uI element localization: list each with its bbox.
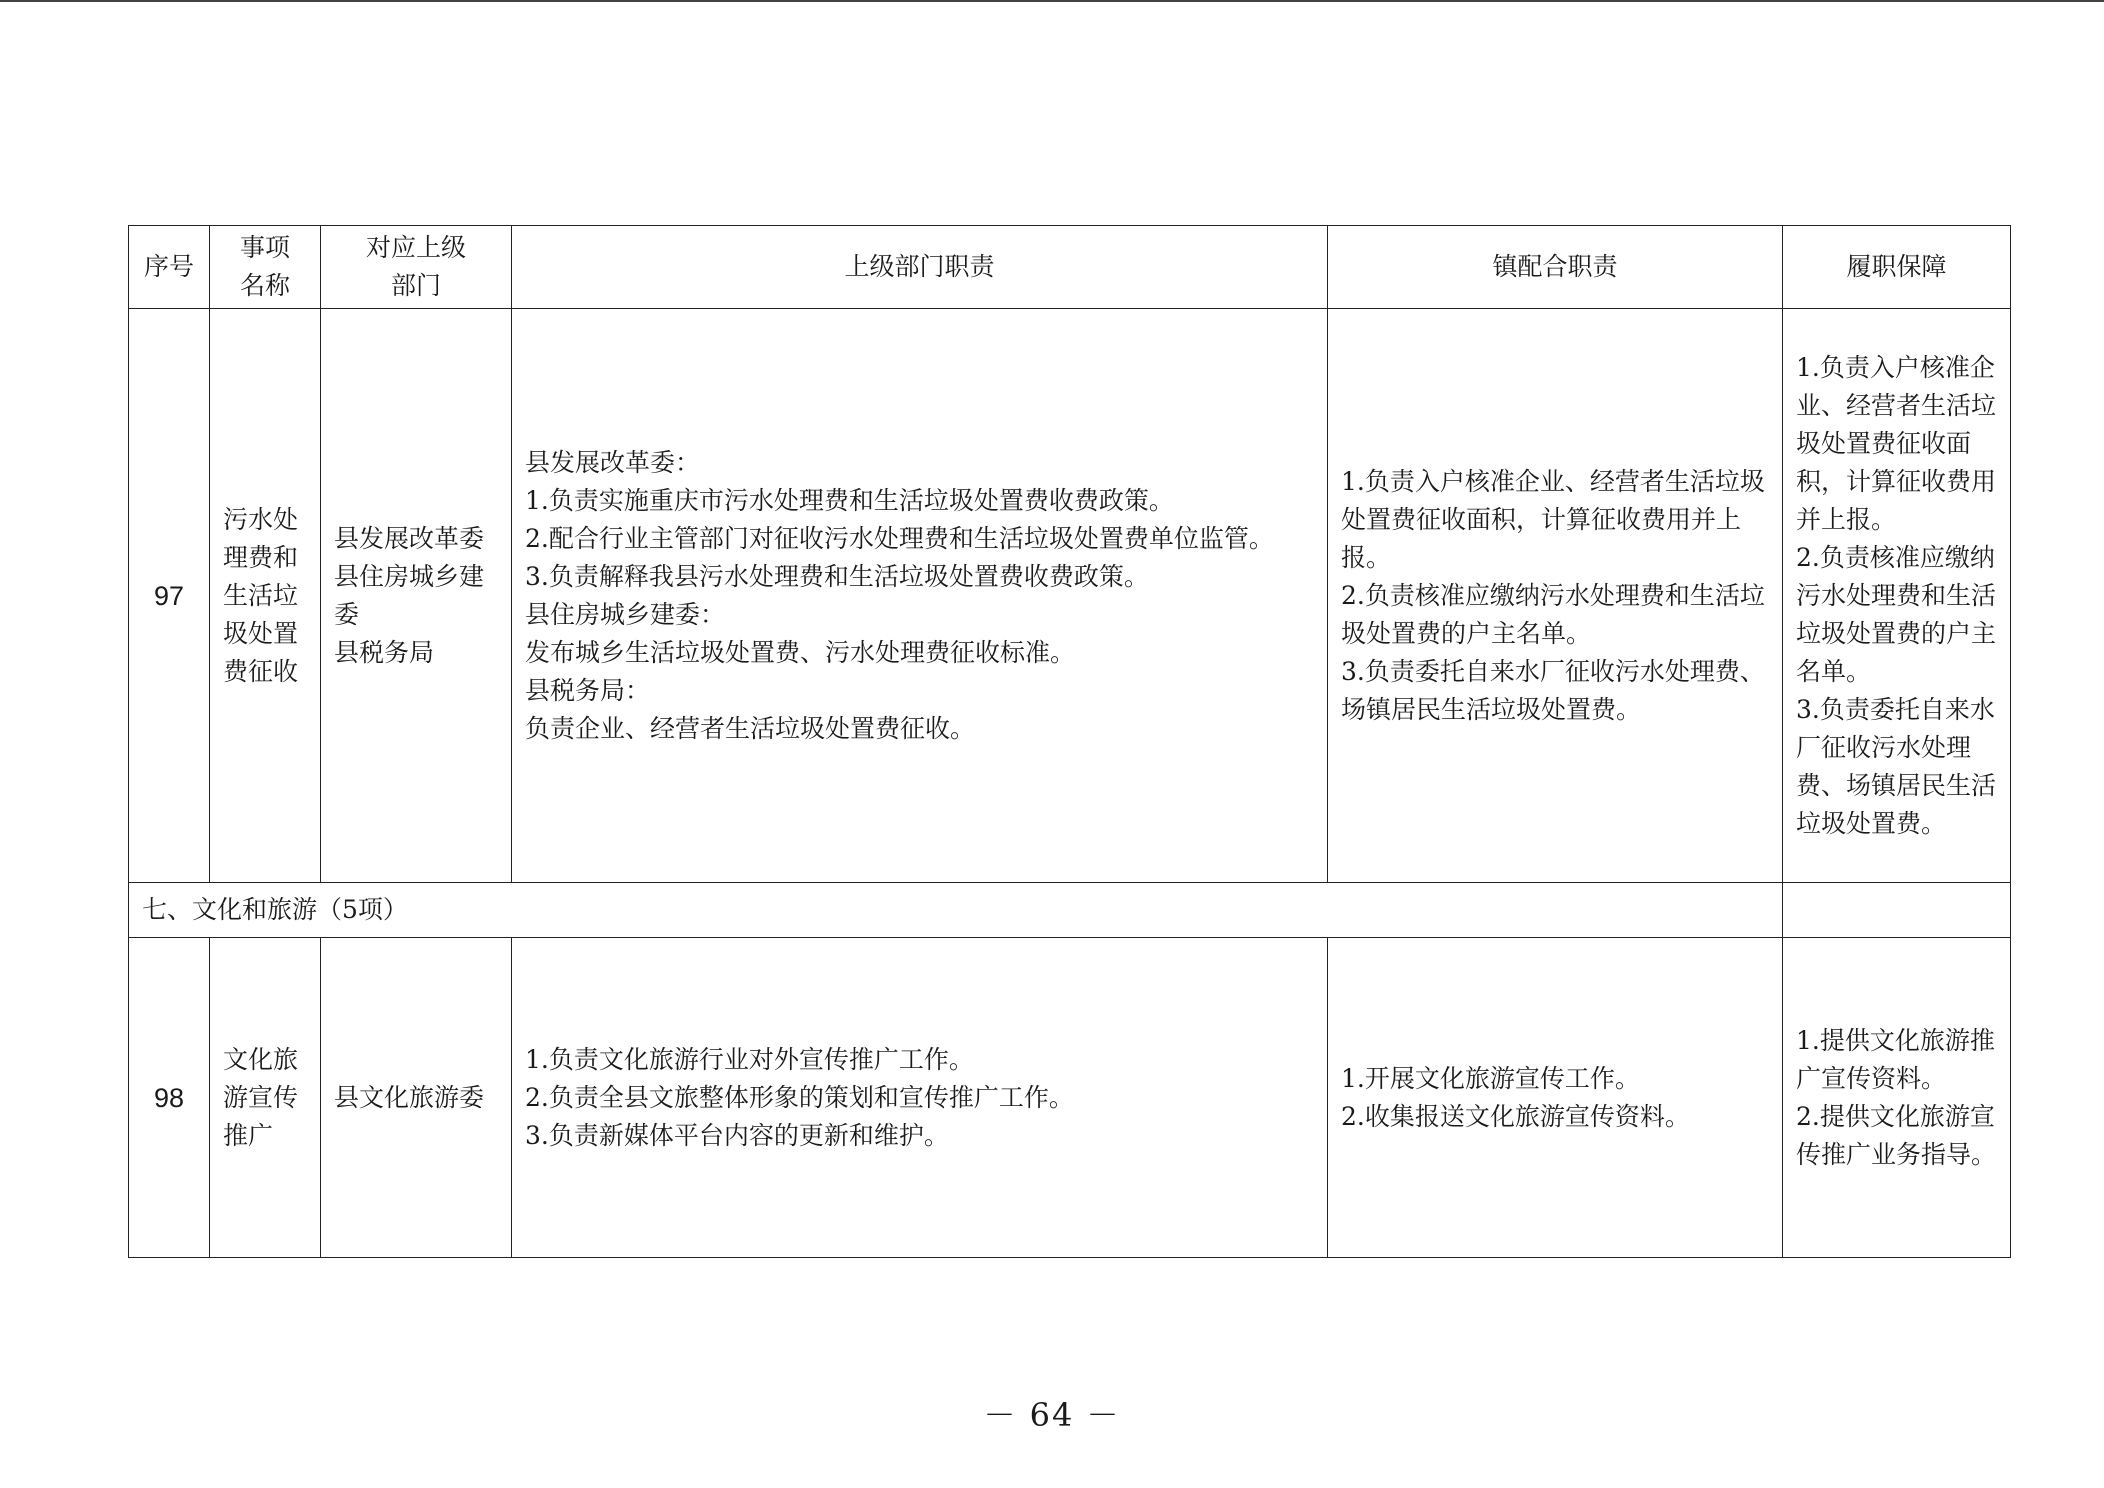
- page-number: － 64 －: [983, 1396, 1121, 1434]
- duty-line: 县发展改革委：: [525, 447, 701, 477]
- duty-line: 县住房城乡建委：: [525, 599, 726, 629]
- duty-line: 2.配合行业主管部门对征收污水处理费和生活垃圾处置费单位监管。: [525, 523, 1274, 553]
- dept-line: 县发展改革委: [334, 523, 485, 553]
- header-town-duty: 镇配合职责: [1328, 226, 1783, 309]
- dept-line: 县文化旅游委: [334, 1082, 485, 1112]
- row-97-superior-duty: [512, 309, 1328, 883]
- table-row-98: [129, 938, 2011, 1258]
- header-superior-dept: 对应上级部门: [321, 226, 512, 309]
- row-98-seq: 98: [129, 938, 210, 1258]
- town-duty-line: 2.负责核准应缴纳污水处理费和生活垃圾处置费的户主名单。: [1341, 580, 1765, 648]
- duty-line: 县税务局：: [525, 675, 651, 705]
- row-97-guarantee: [1783, 309, 2011, 883]
- header-superior-duty: 上级部门职责: [512, 226, 1328, 309]
- row-97-item-name: 污水处理费和生活垃圾处置费征收: [210, 309, 321, 883]
- top-border-line: [0, 0, 2104, 2]
- guarantee-line: 3.负责委托自来水厂征收污水处理费、场镇居民生活垃圾处置费。: [1796, 694, 1997, 838]
- row-98-superior-dept: [321, 938, 512, 1258]
- guarantee-line: 1.负责入户核准企业、经营者生活垃圾处置费征收面积，计算征收费用并上报。: [1796, 352, 1997, 534]
- guarantee-line: 1.提供文化旅游推广宣传资料。: [1796, 1025, 1995, 1093]
- town-duty-line: 2.收集报送文化旅游宣传资料。: [1341, 1101, 1690, 1131]
- row-97-seq: 97: [129, 309, 210, 883]
- town-duty-line: 1.开展文化旅游宣传工作。: [1341, 1063, 1640, 1093]
- row-98-superior-duty: [512, 938, 1328, 1258]
- row-98-town-duty: [1328, 938, 1783, 1258]
- duty-line: 负责企业、经营者生活垃圾处置费征收。: [525, 713, 976, 743]
- duty-line: 3.负责解释我县污水处理费和生活垃圾处置费收费政策。: [525, 561, 1149, 591]
- header-seq: 序号: [129, 226, 210, 309]
- section-row-culture-tourism: [129, 883, 2011, 938]
- dept-line: 县住房城乡建委: [334, 561, 485, 629]
- row-98-item-name: 文化旅游宣传推广: [210, 938, 321, 1258]
- section-title: 七、文化和旅游（5项）: [129, 883, 1783, 938]
- row-97-town-duty: [1328, 309, 1783, 883]
- duty-line: 1.负责文化旅游行业对外宣传推广工作。: [525, 1044, 974, 1074]
- header-guarantee: 履职保障: [1783, 226, 2011, 309]
- table-row-97: [129, 309, 2011, 883]
- dept-line: 县税务局: [334, 637, 435, 667]
- guarantee-line: 2.负责核准应缴纳污水处理费和生活垃圾处置费的户主名单。: [1796, 542, 1997, 686]
- town-duty-line: 1.负责入户核准企业、经营者生活垃圾处置费征收面积，计算征收费用并上报。: [1341, 466, 1765, 572]
- duty-line: 发布城乡生活垃圾处置费、污水处理费征收标准。: [525, 637, 1076, 667]
- guarantee-line: 2.提供文化旅游宣传推广业务指导。: [1796, 1101, 1997, 1169]
- section-empty-cell: [1783, 883, 2011, 938]
- table-header-row: [129, 226, 2011, 309]
- duty-line: 2.负责全县文旅整体形象的策划和宣传推广工作。: [525, 1082, 1074, 1112]
- duty-table: [128, 225, 2011, 1258]
- duty-line: 3.负责新媒体平台内容的更新和维护。: [525, 1120, 949, 1150]
- row-97-superior-dept: [321, 309, 512, 883]
- town-duty-line: 3.负责委托自来水厂征收污水处理费、场镇居民生活垃圾处置费。: [1341, 656, 1765, 724]
- duty-line: 1.负责实施重庆市污水处理费和生活垃圾处置费收费政策。: [525, 485, 1174, 515]
- row-98-guarantee: [1783, 938, 2011, 1258]
- header-item-name: 事项名称: [210, 226, 321, 309]
